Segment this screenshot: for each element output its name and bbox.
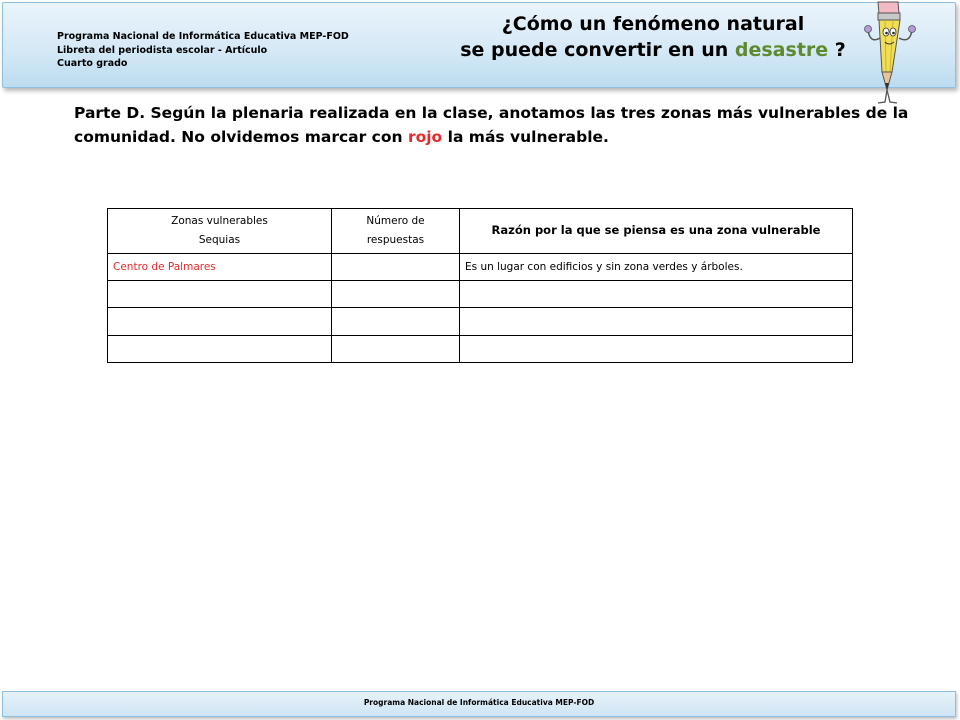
page-title: [433, 11, 873, 63]
header-responses-line-2: respuestas: [366, 233, 425, 246]
program-name: Programa Nacional de Informática Educativa MEP-FOD: [57, 31, 349, 42]
zone-cell[interactable]: [108, 335, 332, 362]
footer-bar: [2, 691, 956, 717]
title-line-2: [433, 37, 873, 63]
responses-cell[interactable]: [332, 280, 460, 307]
instruction-part-2: la más vulnerable.: [447, 128, 609, 146]
vulnerable-zones-table: [107, 208, 853, 363]
instruction-text: [74, 101, 934, 149]
responses-cell[interactable]: [332, 308, 460, 335]
table-row: [108, 335, 853, 362]
header-reason: Razón por la que se piensa es una zona vulnerable: [460, 209, 853, 254]
title-line-1: ¿Cómo un fenómeno natural: [501, 13, 805, 35]
table-header-row: [108, 209, 853, 254]
pencil-character-icon: [858, 0, 924, 106]
program-info: [57, 30, 349, 71]
zone-cell[interactable]: Centro de Palmares: [108, 253, 332, 280]
zone-cell[interactable]: [108, 280, 332, 307]
grade-level: Cuarto grado: [57, 58, 128, 69]
reason-cell[interactable]: [460, 308, 853, 335]
notebook-name: Libreta del periodista escolar - Artículo: [57, 44, 268, 56]
table-row: [108, 308, 853, 335]
responses-cell[interactable]: [332, 335, 460, 362]
header-zones-line-2: Sequias: [198, 233, 241, 246]
responses-cell[interactable]: [332, 253, 460, 280]
title-line-2-suffix: ?: [834, 39, 846, 61]
instruction-red-word: rojo: [407, 128, 443, 146]
footer-text: Programa Nacional de Informática Educativa MEP-FOD: [363, 698, 595, 707]
title-line-2-prefix: se puede convertir en un: [460, 39, 729, 61]
header-banner: [2, 2, 956, 88]
header-zones-line-1: Zonas vulnerables: [171, 214, 268, 227]
reason-cell[interactable]: [460, 335, 853, 362]
header-responses-line-1: Número de: [366, 214, 425, 227]
reason-cell[interactable]: Es un lugar con edificios y sin zona verdes y árboles.: [460, 253, 853, 280]
table-row: [108, 253, 853, 280]
title-highlight-word: desastre: [734, 39, 829, 61]
header-responses: [332, 209, 460, 254]
zone-cell[interactable]: [108, 308, 332, 335]
table-row: [108, 280, 853, 307]
header-zones: [108, 209, 332, 254]
reason-cell[interactable]: [460, 280, 853, 307]
instruction-part-1: Parte D. Según la plenaria realizada en la clase, anotamos las tres zonas más vulnerables de la comunidad. No olvidemos marcar con: [74, 104, 909, 146]
